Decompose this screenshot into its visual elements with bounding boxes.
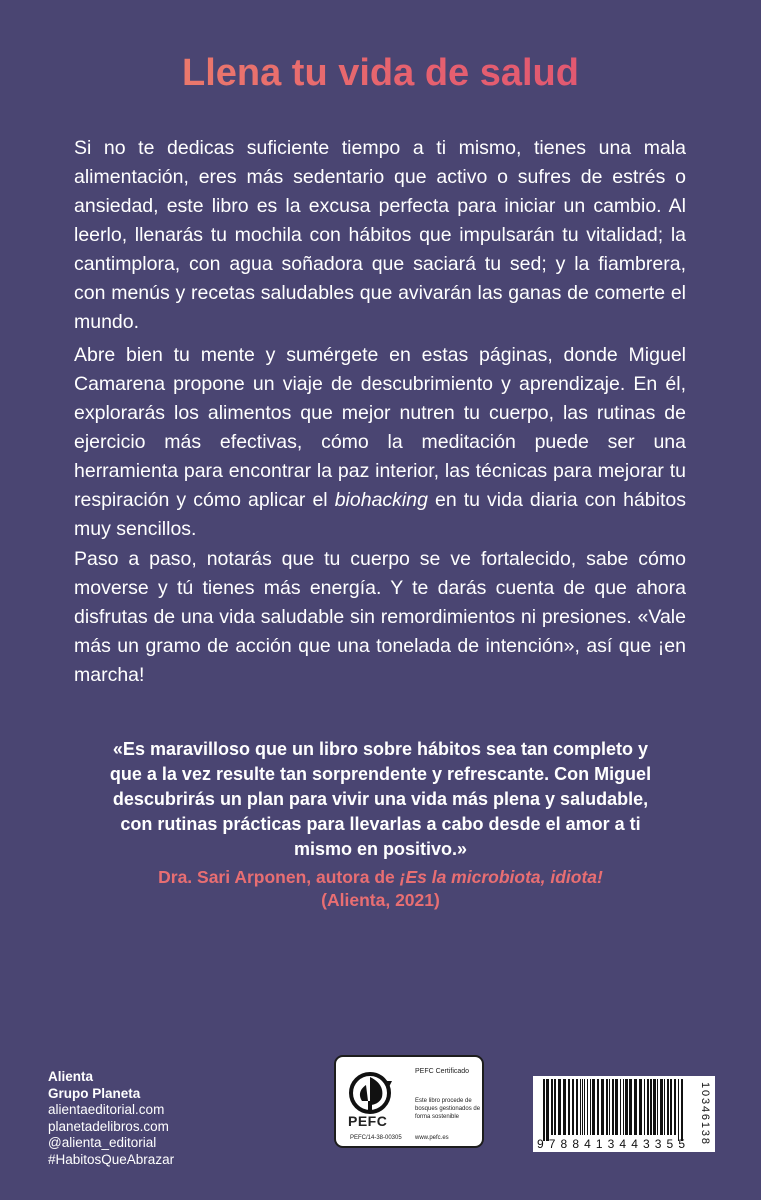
barcode-bar [612,1079,614,1135]
publisher-imprint [48,1069,174,1168]
barcode-bar [674,1079,676,1135]
barcode-bar [587,1079,588,1135]
attribution-author: Dra. Sari Arponen, autora de [158,867,400,887]
barcode-bar [606,1079,608,1135]
barcode-bar [657,1079,658,1135]
pefc-website: www.pefc.es [415,1135,449,1141]
pefc-code: PEFC/14-38-00305 [350,1135,402,1141]
barcode-bar [572,1079,574,1135]
attribution-book-title: ¡Es la microbiota, idiota! [399,867,603,887]
barcode-isbn-digits: 9788413443355 [537,1137,685,1151]
barcode-bar [601,1079,604,1135]
barcode-bar [592,1079,595,1135]
back-cover-title: Llena tu vida de salud [0,52,761,95]
barcode-bar [551,1079,553,1135]
barcode-bar [625,1079,628,1135]
paragraph-2-text-start: Abre bien tu mente y sumérgete en estas páginas, donde Miguel Camarena propone un viaje de descubrimiento y aprendizaje. En él, explorarás los alimentos que mejor nutren tu cuerpo, las rutinas de ejercicio más efectivas, cómo la meditación puede ser una herramienta para encontrar la paz interior, las técnicas para mejorar tu respiración y cómo aplicar el [74,344,686,511]
endorsement-attribution [60,866,701,912]
barcode-side-code: 10346138 [699,1082,711,1144]
isbn-barcode [533,1076,715,1152]
synopsis-paragraph-1: Si no te dedicas suficiente tiempo a ti mismo, tienes una mala alimentación, eres más sedentario que activo o sufres de estrés o ansiedad, este libro es la excusa perfecta para iniciar un cambio. Al leerlo, llenarás tu mochila con hábitos que impulsarán tu vitalidad; la cantimplora, con agua soñadora que saciará tu sed; y la fiambrera, con menús y recetas saludables que avivarán las ganas de comerte el mundo. [74,137,686,333]
barcode-bar [597,1079,599,1135]
barcode-bar [576,1079,578,1135]
barcode-bar [647,1079,649,1135]
synopsis-paragraph-2 [74,341,686,544]
barcode-bar [582,1079,583,1135]
barcode-bar [660,1079,663,1135]
publisher-group: Grupo Planeta [48,1085,141,1101]
barcode-bar [615,1079,618,1135]
pefc-logo-text: PEFC [348,1113,388,1129]
barcode-bar [590,1079,591,1135]
attribution-line [60,866,701,889]
barcode-bar [644,1079,645,1135]
barcode-bar [650,1079,652,1135]
pefc-certification-box [334,1055,484,1148]
pefc-certified-label: PEFC Certificado [415,1068,470,1075]
pefc-description: Este libro procede de bosques gestionados de forma sostenible [415,1098,481,1120]
barcode-bar [653,1079,656,1135]
barcode-bar [543,1079,545,1141]
barcode-bar [670,1079,672,1135]
barcode-bar [580,1079,581,1135]
barcode-bar [664,1079,665,1135]
barcode-graphic [533,1076,715,1152]
synopsis-paragraph-3: Paso a paso, notarás que tu cuerpo se ve fortalecido, sabe cómo moverse y tú tienes más energía. Y te darás cuenta de que ahora disfrutas de una vida saludable sin remordimientos ni presiones. «Vale más un gramo de acción que una tonelada de intención», así que ¡en marcha! [74,548,686,686]
publisher-name: Alienta [48,1069,94,1084]
barcode-bar [568,1079,570,1135]
barcode-bar [620,1079,621,1135]
barcode-bar [609,1079,610,1135]
barcode-bar [584,1079,585,1135]
publisher-website-1: alientaeditorial.com [48,1102,165,1117]
barcode-bar [623,1079,624,1135]
barcode-bar [554,1079,556,1135]
publisher-social-handle: @alienta_editorial [48,1135,157,1150]
endorsement-quote: «Es maravilloso que un libro sobre hábitos sea tan completo y que a la vez resulte tan sorprendente y refrescante. Con Miguel descubrirás un plan para vivir una vida más plena y saludable, con rutinas prácticas para llevarlas a cabo desde el amor a ti mismo en positivo.» [109,739,652,859]
publisher-website-2: planetadelibros.com [48,1118,169,1134]
pefc-tree-logo-icon [348,1071,404,1115]
paragraph-2-italic-term: biohacking [334,489,428,511]
barcode-bar [563,1079,566,1135]
barcode-bar [678,1079,679,1141]
barcode-bar [639,1079,642,1135]
barcode-bar [681,1079,683,1141]
attribution-source: (Alienta, 2021) [321,890,440,910]
barcode-bar [546,1079,549,1141]
barcode-bar [667,1079,669,1135]
barcode-bar [634,1079,637,1135]
barcode-bar [558,1079,561,1135]
barcode-bar [629,1079,632,1135]
publisher-hashtag: #HabitosQueAbrazar [48,1151,175,1167]
paragraph-2-text-end: en tu vida diaria con hábitos muy sencillos. [74,489,686,540]
